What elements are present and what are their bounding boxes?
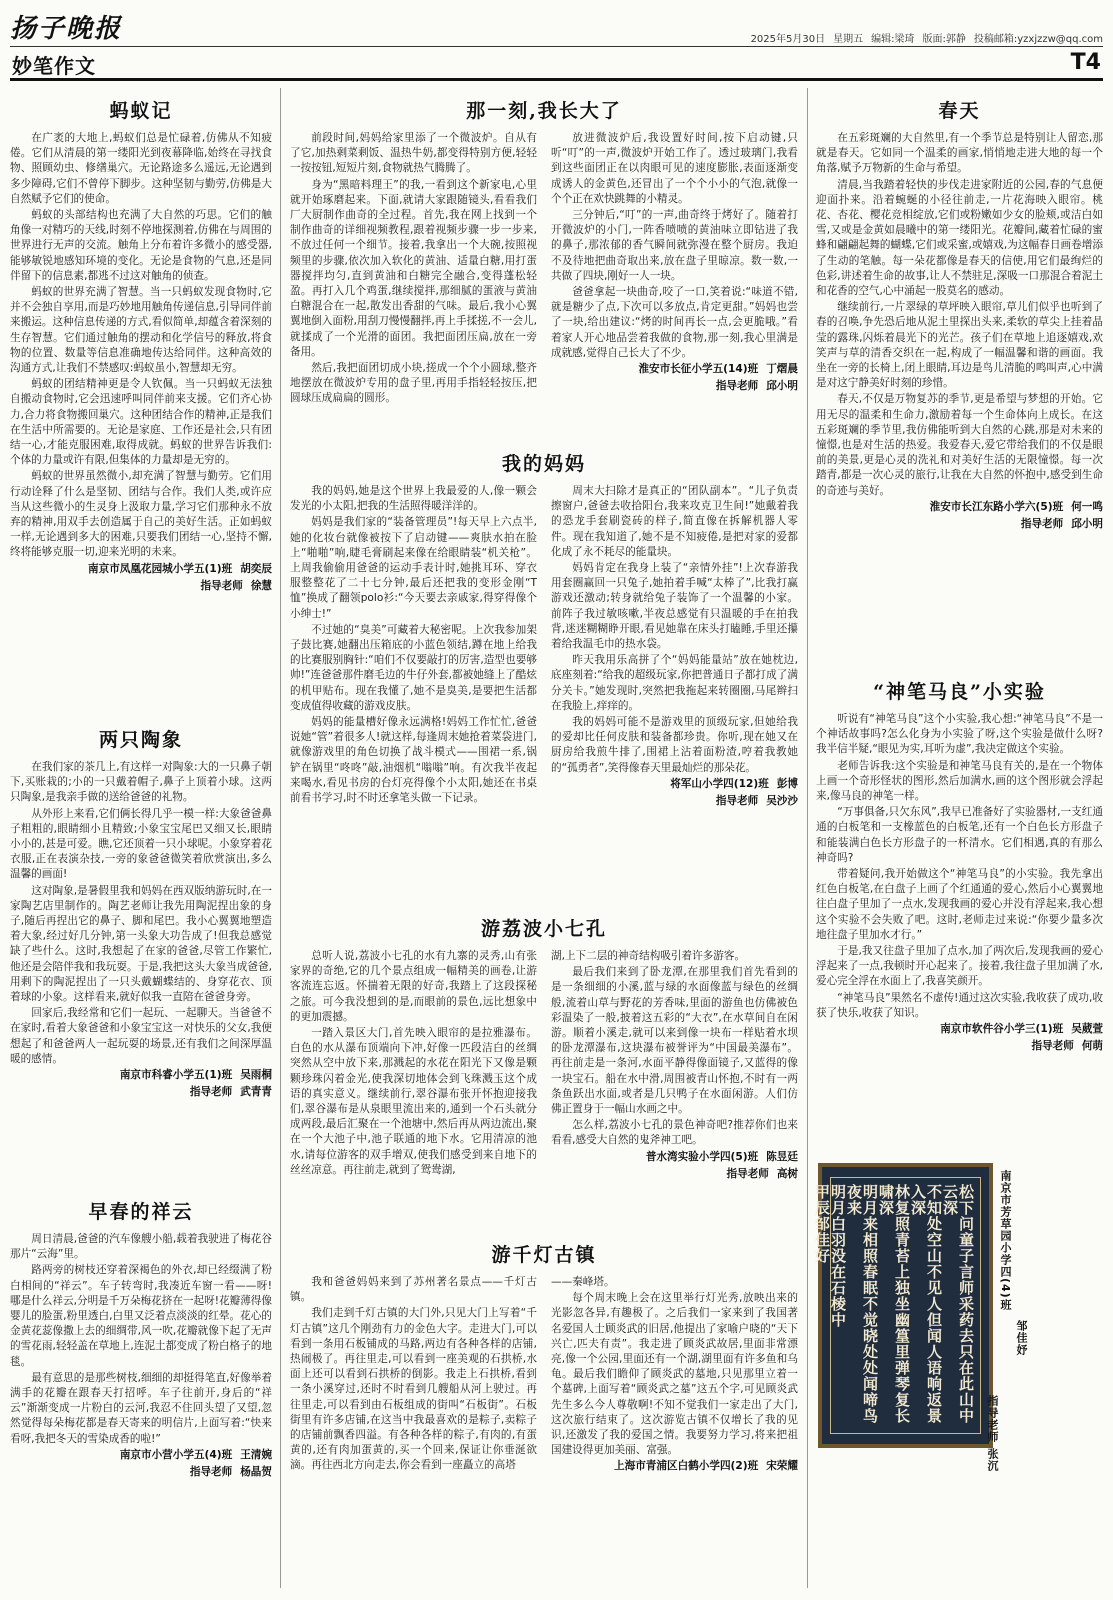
teacher-label: 指导老师 — [189, 1086, 233, 1099]
article-paragraph: 这对陶象,是暑假里我和妈妈在西双版纳游玩时,在一家陶艺店里制作的。陶艺老师让我先用陶泥捏出象的身子,随后再捏出它的鼻子、脚和尾巴。我小心翼翼地塑造着大象,经过好几分钟,第一头象大功告成了!但我总感觉缺了些什么。这时,我想起了在家的爸爸,尽管工作繁忙,他还是会陪伴我和我玩耍。于是,我把这头大象当成爸爸,用剩下的陶泥捏出了一只头戴蝴蝶结的、身穿花衣、顶着球的小象。这样看来,就好似我一直陪在爸爸身旁。 — [10, 884, 272, 1004]
article-paragraph: 然后,我把面团切成小块,搓成一个个小圆球,整齐地摆放在微波炉专用的盘子里,再用手指轻轻按压,把圆球压成扁扁的圆形。 — [290, 362, 537, 405]
article-paragraph: 带着疑问,我开始做这个“神笔马良”的小实验。我先拿出红色白板笔,在白盘子上画了个红通通的爱心,然后小心翼翼地往白盘子里加了一点水,发现我画的爱心并没有浮起来,我心想这个实验不会失败了吧。这时,老师走过来说:“你要少量多次地往盘子里加水才行。” — [816, 868, 1103, 941]
author-school: 南京市科睿小学五(1)班 — [119, 1069, 233, 1082]
teacher-name: 何萌 — [1081, 1040, 1103, 1053]
article-paragraph: 我的妈妈可能不是游戏里的顶级玩家,但她给我的爱却比任何皮肤和装备都珍贵。你听,现在她又在厨房给我煎牛排了,围裙上沾着面粉渣,哼着我教她的“孤勇者”,笑得像春天里最灿烂的那朵花。 — [551, 716, 798, 774]
article-title: 早春的祥云 — [88, 1201, 194, 1223]
article-spring — [816, 96, 1103, 533]
calligraphy-credit-school — [998, 1170, 1012, 1311]
header-rule — [10, 46, 1103, 47]
article-paragraph: 春天,不仅是万物复苏的季节,更是希望与梦想的开始。它用无尽的温柔和生命力,激励着每一个生命体向上成长。在这五彩斑斓的季节里,我仿佛能听到大自然的心跳,那是对未来的憧憬,也是对生活的热爱。我爱春天,爱它带给我们的不仅是眼前的美景,更是心灵的洗礼和对美好生活的无限憧憬。每一次踏青,都是一次心灵的旅行,让我在大自然的怀抱中,感受到生命的奇迹与美好。 — [816, 393, 1103, 497]
article-title: 春天 — [938, 100, 981, 122]
page-number: T4 — [1070, 50, 1101, 75]
column-divider — [280, 88, 281, 1588]
article-paragraph: 老师告诉我:这个实验是和神笔马良有关的,是在一个物体上画一个奇形怪状的图形,然后加满水,画的这个图形就会浮起来,像马良的神笔一样。 — [816, 759, 1103, 803]
author-name: 彭博 — [776, 777, 798, 790]
teacher-line — [551, 378, 798, 395]
article-paragraph: 我的妈妈,她是这个世界上我最爱的人,像一颗会发光的小太阳,把我的生活照得暖洋洋的。 — [290, 485, 537, 513]
article-paragraph: 怎么样,荔波小七孔的景色神奇吧?推荐你们也来看看,感受大自然的鬼斧神工吧。 — [551, 1119, 798, 1147]
teacher-name: 徐慧 — [250, 579, 272, 592]
author-line — [551, 361, 798, 378]
article-early-spring — [10, 1197, 272, 1481]
author-school: 上海市青浦区白鹤小学四(2)班 — [614, 1460, 759, 1473]
article-paragraph: 蚂蚁的头部结构也充满了大自然的巧思。它们的触角像一对精巧的天线,时刻不停地探测着,仿佛在与周围的世界进行无声的交流。触角上分布着许多微小的感受器,能够敏锐地感知环境的变化。无论是食物的气息,还是同伴留下的信息素,都逃不过这对触角的侦查。 — [10, 209, 272, 282]
column-divider — [807, 88, 808, 1588]
calligraphy-column: 不知处空山不见人但闻人语响返景入深 — [909, 1184, 943, 1424]
article-column — [551, 1275, 798, 1475]
calligraphy-frame — [813, 1177, 981, 1434]
teacher-name: 邱小明 — [766, 380, 798, 393]
teacher-name: 杨晶贺 — [240, 1465, 272, 1478]
header-meta — [751, 30, 1103, 45]
teacher-name: 高树 — [776, 1167, 798, 1180]
header-thick-rule — [10, 78, 1103, 81]
author-name: 胡奕辰 — [240, 562, 272, 575]
teacher-name: 武青青 — [240, 1086, 272, 1099]
section-title: 妙笔作文 — [12, 54, 96, 78]
teacher-label: 指导老师 — [189, 1465, 233, 1478]
calligraphy-column: 明月来相照春眠不觉晓处处闻啼鸟夜来 — [845, 1184, 879, 1424]
author-name: 丁熠晨 — [766, 363, 798, 376]
article-columns — [290, 131, 798, 407]
article-column — [551, 949, 798, 1183]
credit-author-text: 邹佳妤 — [1015, 1320, 1028, 1356]
author-name: 宋荣耀 — [766, 1460, 798, 1473]
newspaper-logo: 扬子晚报 — [10, 14, 123, 44]
article-column — [290, 1275, 537, 1475]
article-mom — [290, 449, 798, 810]
author-name: 陈昱廷 — [766, 1150, 798, 1163]
author-line — [816, 499, 1103, 516]
article-title: 游荔波小七孔 — [480, 918, 607, 940]
issue-weekday: 星期五 — [833, 34, 864, 45]
article-paragraph: 妈妈是我们家的“装备管理员”!每天早上六点半,她的化妆台就像被按下了启动键——爽肤水拍在脸上“啪啪”响,睫毛膏刷起来像在给眼睛装“机关枪”。上周我偷偷用爸爸的运动手表计时,她挑耳环、穿衣服整整花了二十七分钟,最后还把我的变形金刚“T恤”换成了翻领polo衫:“今天要去亲戚家,得穿得像个小绅士!” — [290, 516, 537, 620]
article-moment — [290, 96, 798, 407]
calligraphy-column: 林复照青苔上独坐幽篁里弹琴复长啸深 — [877, 1184, 911, 1424]
article-paragraph: 蚂蚁的世界充满了智慧。当一只蚂蚁发现食物时,它并不会独自享用,而是巧妙地用触角传递信息,引导同伴前来搬运。这种信息传递的方式,看似简单,却蕴含着深刻的生存智慧。它们通过触角的摆动和化学信号的释放,将食物的位置、数量等信息准确地传达给同伴。这种高效的沟通方式,让我们不禁感叹:蚂蚁虽小,智慧却无穷。 — [10, 286, 272, 375]
article-title: 两只陶象 — [98, 729, 183, 751]
article-qiandeng — [290, 1240, 798, 1475]
article-columns — [290, 949, 798, 1183]
article-paragraph: 路两旁的树枝还穿着深褐色的外衣,却已经缀满了粉白相间的“祥云”。车子转弯时,我凑近车窗一看——呀!哪是什么祥云,分明是千万朵梅花挤在一起呀!花瓣薄得像婴儿的脸蛋,粉里透白,白里又泛着点淡淡的红晕。花心的金黄花蕊像撒上去的细绸带,风一吹,花瓣就像下起了无声的雪花雨,轻轻盖在草地上,连泥土都变成了粉白格子的地毯。 — [10, 1264, 272, 1368]
author-school: 淮安市长征小学五(14)班 — [638, 363, 759, 376]
article-column — [290, 131, 537, 407]
teacher-line — [10, 578, 272, 595]
teacher-label: 指导老师 — [200, 579, 243, 592]
masthead — [10, 8, 1103, 78]
article-paragraph: 在我们家的茶几上,有这样一对陶象:大的一只鼻子朝下,买账栽的;小的一只戴着帽子,鼻子上顶着小球。这两只陶象,是我亲手做的送给爸爸的礼物。 — [10, 761, 272, 804]
article-paragraph: 昨天我用乐高拼了个“妈妈能量站”放在她枕边,底座刻着:“给我的超级玩家,你把普通日子都打成了满分关卡。”她发现时,突然把我拖起来转圈圈,马尾辫扫在我脸上,痒痒的。 — [551, 654, 798, 712]
article-paragraph: 爸爸拿起一块曲奇,咬了一口,笑着说:“味道不错,就是糖少了点,下次可以多放点,肯定更甜。”妈妈也尝了一块,给出建议:“烤的时间再长一点,会更脆哦。”看着家人开心地品尝着我做的食物,那一刻,我心里满是成就感,觉得自己长大了不少。 — [551, 286, 798, 359]
article-paragraph: 最后我们来到了卧龙潭,在那里我们首先看到的是一条细细的小溪,蓝与绿的水面像蓝与绿色的丝绸般,流着山草与野花的芳香味,里面的游鱼也仿佛被色彩温染了一般,披着这五彩的“大衣”,在水草间自在闲游。顺着小溪走,就可以来到像一块布一样贴着水坝的卧龙潭瀑布,这块瀑布被誉评为“中国最美瀑布”。再往前走是一条河,水面平静得像面镜子,又蓝得的像一块宝石。船在水中滑,周围被青山怀抱,不时有一两条鱼跃出水面,或者是几只鸭子在水面闲游。人们仿佛正置身于一幅山水画之中。 — [551, 966, 798, 1116]
calligraphy-credit-author — [1014, 1320, 1028, 1356]
article-title: 那一刻,我长大了 — [466, 100, 622, 122]
article-paragraph: 身为“黑暗料理王”的我,一看到这个新家电,心里就开始琢磨起来。下面,就请大家跟随镜头,看看我们厂大厨制作曲奇的全过程。首先,我在网上找到一个制作曲奇的详细视频教程,跟着视频步骤一步一步来,不放过任何一个细节。接着,我拿出一个大碗,按照视频里的步骤,依次加入软化的黄油、适量白糖,用打蛋器搅拌均匀,直到黄油和白糖完全融合,变得蓬松轻盈。再打入几个鸡蛋,继续搅拌,那细腻的蛋液与黄油白糖混合在一起,散发出香甜的气味。最后,我小心翼翼地倒入面粉,用刮刀慢慢翻拌,再上手揉搓,不一会儿,就揉成了一个光滑的面团。我把面团压扁,放在一旁备用。 — [290, 178, 537, 358]
author-name: 吴雨桐 — [240, 1069, 272, 1082]
author-school: 南京市小营小学五(4)班 — [119, 1448, 233, 1461]
article-paragraph: 于是,我又往盘子里加了点水,加了两次后,发现我画的爱心浮起来了一点,我顿时开心起来了。接着,我往盘子里加满了水,爱心完全浮在水面上了,我喜笑颜开。 — [816, 945, 1103, 988]
article-title: 我的妈妈 — [501, 453, 586, 475]
article-column — [290, 949, 537, 1183]
teacher-line — [551, 793, 798, 810]
article-pottery — [10, 725, 272, 1101]
calligraphy-credit-teacher — [985, 1395, 999, 1472]
author-name: 何一鸣 — [1071, 500, 1103, 513]
article-title: 蚂蚁记 — [109, 100, 173, 122]
article-paragraph: 周日清晨,爸爸的汽车像艘小船,载着我驶进了梅花谷那片“云海”里。 — [10, 1233, 272, 1261]
article-paragraph: 听说有“神笔马良”这个小实验,我心想:“神笔马良”不是一个神话故事吗?怎么化身为小实验了呀,这个实验是做什么呀?我半信半疑,“眼见为实,耳听为虚”,我决定做这个实验。 — [816, 713, 1103, 756]
article-paragraph: 最有意思的是那些树枝,细细的却挺得笔直,好像举着满手的花瓣在跟春天打招呼。车子往前开,身后的“祥云”渐渐变成一片粉白的云河,我忍不住回头望了又望,忽然觉得每朵梅花都是春天寄来的明信片,上面写着:“快来看呀,我把冬天的雪染成香的啦!” — [10, 1371, 272, 1445]
author-line — [551, 1458, 798, 1475]
article-paragraph: 周末大扫除才是真正的“团队副本”。“儿子负责擦窗户,爸爸去收拾阳台,我来攻克卫生间!”她戴着我的恐龙手套刷瓷砖的样子,简直像在拆解机器人零件。现在我知道了,她不是不知疲倦,是把对家的爱都化成了永不耗尽的能量块。 — [551, 485, 798, 558]
teacher-line — [816, 516, 1103, 533]
calligraphy-artwork — [813, 1163, 993, 1448]
article-paragraph: 总听人说,荔波小七孔的水有九寨的灵秀,山有张家界的奇绝,它的几个景点组成一幅精美的画卷,让游客流连忘返。怀揣着无限的好奇,我踏上了这段探秘之旅。可今我没想到的是,而眼前的景色,远比想象中的更加震撼。 — [290, 950, 537, 1023]
article-paragraph: 我和爸爸妈妈来到了苏州著名景点——千灯古镇。 — [290, 1276, 537, 1304]
article-title: “神笔马良”小实验 — [873, 681, 1046, 703]
article-column — [551, 131, 798, 407]
teacher-line — [551, 1166, 798, 1183]
teacher-label: 指导老师 — [715, 794, 759, 807]
author-school: 将军山小学四(12)班 — [670, 777, 769, 790]
article-paragraph: 蚂蚁的世界虽然微小,却充满了智慧与勤劳。它们用行动诠释了什么是坚韧、团结与合作。我们人类,或许应当从这些微小的生灵身上汲取力量,学习它们那种永不放弃的精神,用双手去创造属于自己的美好生活。正如蚂蚁一样,无论遇到多大的困难,只要我们团结一心,坚持不懈,终将能够克服一切,迎来光明的未来。 — [10, 470, 272, 559]
article-paragraph: 湖,上下二层的神奇结构吸引着许多游客。 — [551, 950, 746, 962]
calligraphy-column: 松下问童子言师采药去只在此山中云深 — [941, 1184, 975, 1424]
article-paragraph: ——秦峰塔。 — [551, 1276, 615, 1288]
author-line — [10, 1067, 272, 1084]
teacher-line — [10, 1084, 272, 1101]
teacher-label: 指导老师 — [715, 380, 759, 393]
author-school: 普水湾实验小学四(5)班 — [645, 1150, 759, 1163]
author-line — [816, 1021, 1103, 1038]
article-paragraph: 继续前行,一片翠绿的草坪映入眼帘,草儿们似乎也听到了春的召唤,争先恐后地从泥土里探出头来,柔软的草尖上挂着晶莹的露珠,闪烁着晨光下的光芒。孩子们在草地上追逐嬉戏,欢笑声与草的清香交织在一起,构成了一幅温馨和谐的画面。我坐在一旁的长椅上,闭上眼睛,耳边是鸟儿清脆的鸣叫声,心中满是对这宁静美好时刻的珍惜。 — [816, 301, 1103, 390]
article-ant — [10, 96, 272, 595]
article-paragraph: 蚂蚁的团结精神更是令人钦佩。当一只蚂蚁无法独自搬动食物时,它会迅速呼叫同伴前来支援。它们齐心协力,合力将食物搬回巢穴。这种团结合作的精神,正是我们在生活中所需要的。无论是家庭、工作还是社会,只有团结一心,才能克服困难,取得成就。蚂蚁的世界告诉我们:个体的力量或许有限,但集体的力量却是无穷的。 — [10, 378, 272, 467]
author-line — [551, 776, 798, 793]
author-line — [10, 561, 272, 578]
article-paragraph: 在广袤的大地上,蚂蚁们总是忙碌着,仿佛从不知疲倦。它们从清晨的第一缕阳光到夜幕降临,始终在寻找食物、照顾幼虫、修缮巢穴。无论路途多么遥远,无论遇到多少障碍,它们不曾停下脚步。这种坚韧与勤劳,仿佛是大自然赋予它们的使命。 — [10, 132, 272, 205]
credit-teacher-text: 指导老师 张沉 — [986, 1395, 999, 1472]
teacher-line — [10, 1464, 272, 1481]
editor-credit: 编辑:梁琦 — [871, 34, 915, 45]
article-paragraph: 三分钟后,“叮”的一声,曲奇终于烤好了。随着打开微波炉的小门,一阵香喷喷的黄油味立即钻进了我的鼻子,那浓郁的香气瞬间就弥漫在整个厨房。我迫不及待地把曲奇取出来,放在盘子里晾凉。数一数,一共做了四块,刚好一人一块。 — [551, 209, 798, 282]
submission-email[interactable]: 投稿邮箱:yzxjzzw@qq.com — [973, 34, 1103, 45]
article-paragraph: 每个周末晚上会在这里举行灯光秀,放映出来的光影忽各异,有趣极了。之后我们一家来到了我国著名爱国人士顾炎武的旧居,他提出了家喻户晓的“天下兴亡,匹夫有责”。我走进了顾炎武故居,里面非常漂亮,像一个公园,里面还有一个湖,湖里面有许多鱼和乌龟。最后我们瞻仰了顾炎武的墓地,只见那里立着一个墓碑,上面写着“顾炎武之墓”这五个字,可见顾炎武先生多么今人尊敬啊!不知不觉我们一家走出了大门,这次旅行结束了。这次游览古镇不仅增长了我的见识,还激发了我的爱国之情。我要努力学习,将来把祖国建设得更加美丽、富强。 — [551, 1292, 798, 1457]
author-line — [10, 1447, 272, 1464]
issue-date: 2025年5月30日 — [750, 34, 826, 45]
teacher-name: 吴沙沙 — [766, 794, 798, 807]
article-paragraph: 从外形上来看,它们俩长得几乎一模一样:大象爸爸鼻子粗粗的,眼睛细小且精致;小象宝宝尾巴又细又长,眼睛小小的,甚是可爱。瞧,它还顶着一只小球呢。小象穿着花衣服,正在表演杂技,一旁的象爸爸微笑着欣赏演出,多么温馨的画面! — [10, 807, 272, 881]
author-school: 南京市软件谷小学三(1)班 — [940, 1023, 1064, 1036]
article-paragraph: 妈妈的能量槽好像永远满格!妈妈工作忙忙,爸爸说她“管”着很多人!就这样,每逢周末她抢着菜袋进门,就像游戏里的角色切换了战斗模式——围裙一系,锅铲在锅里“咚咚”敲,油烟机“嗡嗡”响。有次我半夜起来喝水,看见书房的台灯亮得像个小太阳,她还在书桌前看书学习,时不时还拿笔头做一下记录。 — [290, 716, 537, 805]
article-columns — [290, 1275, 798, 1475]
article-paragraph: 前段时间,妈妈给家里添了一个微波炉。自从有了它,加热剩菜剩饭、温热牛奶,都变得特别方便,轻轻一按按钮,短短片刻,食物就热气腾腾了。 — [290, 132, 537, 175]
article-paragraph: 放进微波炉后,我设置好时间,按下启动键,只听“叮”的一声,微波炉开始工作了。透过玻璃门,我看到这些面团正在以肉眼可见的速度膨胀,表面逐渐变成诱人的金黄色,还冒出了一个个小小的气泡,就像一个个正在欢快跳舞的小精灵。 — [551, 132, 798, 205]
article-paragraph: “神笔马良”果然名不虚传!通过这次实验,我收获了成功,收获了快乐,收获了知识。 — [816, 991, 1103, 1019]
designer-credit: 版面:郭静 — [922, 34, 966, 45]
author-name: 王清婉 — [240, 1448, 272, 1461]
article-paragraph: 回家后,我经常和它们一起玩、一起聊天。当爸爸不在家时,看着大象爸爸和小象宝宝这一对快乐的父女,我便想起了和爸爸两人一起玩耍的场景,还有我们之间深厚温暖的感情。 — [10, 1007, 272, 1065]
article-paragraph: 我们走到千灯古镇的大门外,只见大门上写着“千灯古镇”这几个刚劲有力的金色大字。走进大门,可以看到一条用石板铺成的马路,两边有各种各样的店铺,热闹极了。再往里走,可以看到一座美观的石拱桥,水面上还可以看到石拱桥的倒影。我走上石拱桥,看到一条小溪穿过,还时不时看到几艘船从河上驶过。再往里走,可以看到由石板组成的街叫“石板街”。石板街里有许多店铺,在这当中我最喜欢的是粽子,卖粽子的店铺前飘香四溢。有各种各样的粽子,有肉的,有蛋黄的,还有肉加蛋黄的,买一个回来,保证让你垂涎欲滴。再往西北方向走去,你会看到一座矗立的高塔 — [290, 1307, 537, 1472]
author-school: 淮安市长江东路小学六(5)班 — [929, 500, 1064, 513]
author-line — [551, 1149, 798, 1166]
teacher-line — [816, 1038, 1103, 1055]
article-experiment — [816, 677, 1103, 1055]
article-title: 游千灯古镇 — [491, 1244, 597, 1266]
article-paragraph: 不过她的“臭美”可藏着大秘密呢。上次我参加架子鼓比赛,她翻出压箱底的小蓝色领结,蹲在地上给我的比赛服别胸针:“咱们不仅要敲打的厉害,造型也要够帅!”连爸爸那件磨毛边的牛仔外套,都被她缝上了酷炫的机甲贴布。现在我懂了,她不是臭美,是要把生活都变成值得收藏的游戏皮肤。 — [290, 623, 537, 712]
article-paragraph: 妈妈肯定在我身上装了“亲情外挂”!上次春游我用套圈赢回一只兔子,她拍着手喊“太棒了”,比我打赢游戏还激动;转身就给兔子装饰了一个温馨的小家。前阵子我过敏咳嗽,半夜总感觉有只温暖的手在拍我背,迷迷糊糊睁开眼,看见她靠在床头打瞌睡,手里还攥着给我温毛巾的热水袋。 — [551, 562, 798, 651]
article-paragraph: 清晨,当我踏着轻快的步伐走进家附近的公园,春的气息便迎面扑来。沿着蜿蜒的小径往前走,一片花海映入眼帘。桃花、杏花、樱花竞相绽放,它们或粉嫩如少女的脸颊,或洁白如雪,又或是金黄如晨曦中的第一缕阳光。花瓣间,藏着忙碌的蜜蜂和翩翩起舞的蝴蝶,它们或采蜜,或嬉戏,为这幅春日画卷增添了生动的笔触。每一朵花都像是春天的信使,用它们最绚烂的色彩,讲述着生命的故事,让人不禁驻足,深吸一口那混合着泥土和花香的空气,心中涌起一股莫名的感动。 — [816, 178, 1103, 298]
article-paragraph: “万事俱备,只欠东风”,我早已准备好了实验器材,一支红通通的白板笔和一支橡蓝色的白板笔,还有一个白色长方形盘子和能装满白色长方形盘子的一杯清水。它们相遇,真的有那么神奇吗? — [816, 806, 1103, 864]
article-libo — [290, 914, 798, 1183]
calligraphy-column: 明月白羽没在石棱中 — [829, 1184, 847, 1328]
teacher-label: 指导老师 — [1020, 517, 1064, 530]
article-column — [290, 484, 537, 810]
article-paragraph: 一踏入景区大门,首先映入眼帘的是拉雅瀑布。白色的水从瀑布顶端向下冲,好像一匹段洁白的丝绸突然从空中放下来,那溅起的水花在阳光下又像是颗颗珍珠闪着金光,使我深切地体会到飞珠溅玉这个成语的真实意义。继续前行,翠谷瀑布张开怀抱迎接我们,翠谷瀑布是从泉眼里流出来的,通到一个石头就分成两段,最后汇聚在一个池塘中,然后再从两边流出,聚在一个大池子中,池子联通的地下水。它用清凉的池水,请每位游客的双手增双,使我们感受到来自地下的丝丝凉意。再往前走,就到了鸳鸯湖, — [290, 1027, 537, 1176]
teacher-label: 指导老师 — [726, 1167, 769, 1180]
article-columns — [290, 484, 798, 810]
calligraphy-signature: 甲辰邹佳好 — [813, 1184, 831, 1264]
teacher-label: 指导老师 — [1031, 1040, 1074, 1053]
teacher-name: 邱小明 — [1071, 517, 1103, 530]
article-column — [551, 484, 798, 810]
author-name: 吴葳萱 — [1071, 1023, 1103, 1036]
credit-school-text: 南京市芳草园小学四(4)班 — [999, 1170, 1012, 1311]
author-school: 南京市凤凰花园城小学五(1)班 — [88, 562, 233, 575]
article-paragraph: 在五彩斑斓的大自然里,有一个季节总是特别让人留恋,那就是春天。它如同一个温柔的画家,悄悄地走进大地的每一个角落,赋予万物新的生命与希望。 — [816, 132, 1103, 175]
